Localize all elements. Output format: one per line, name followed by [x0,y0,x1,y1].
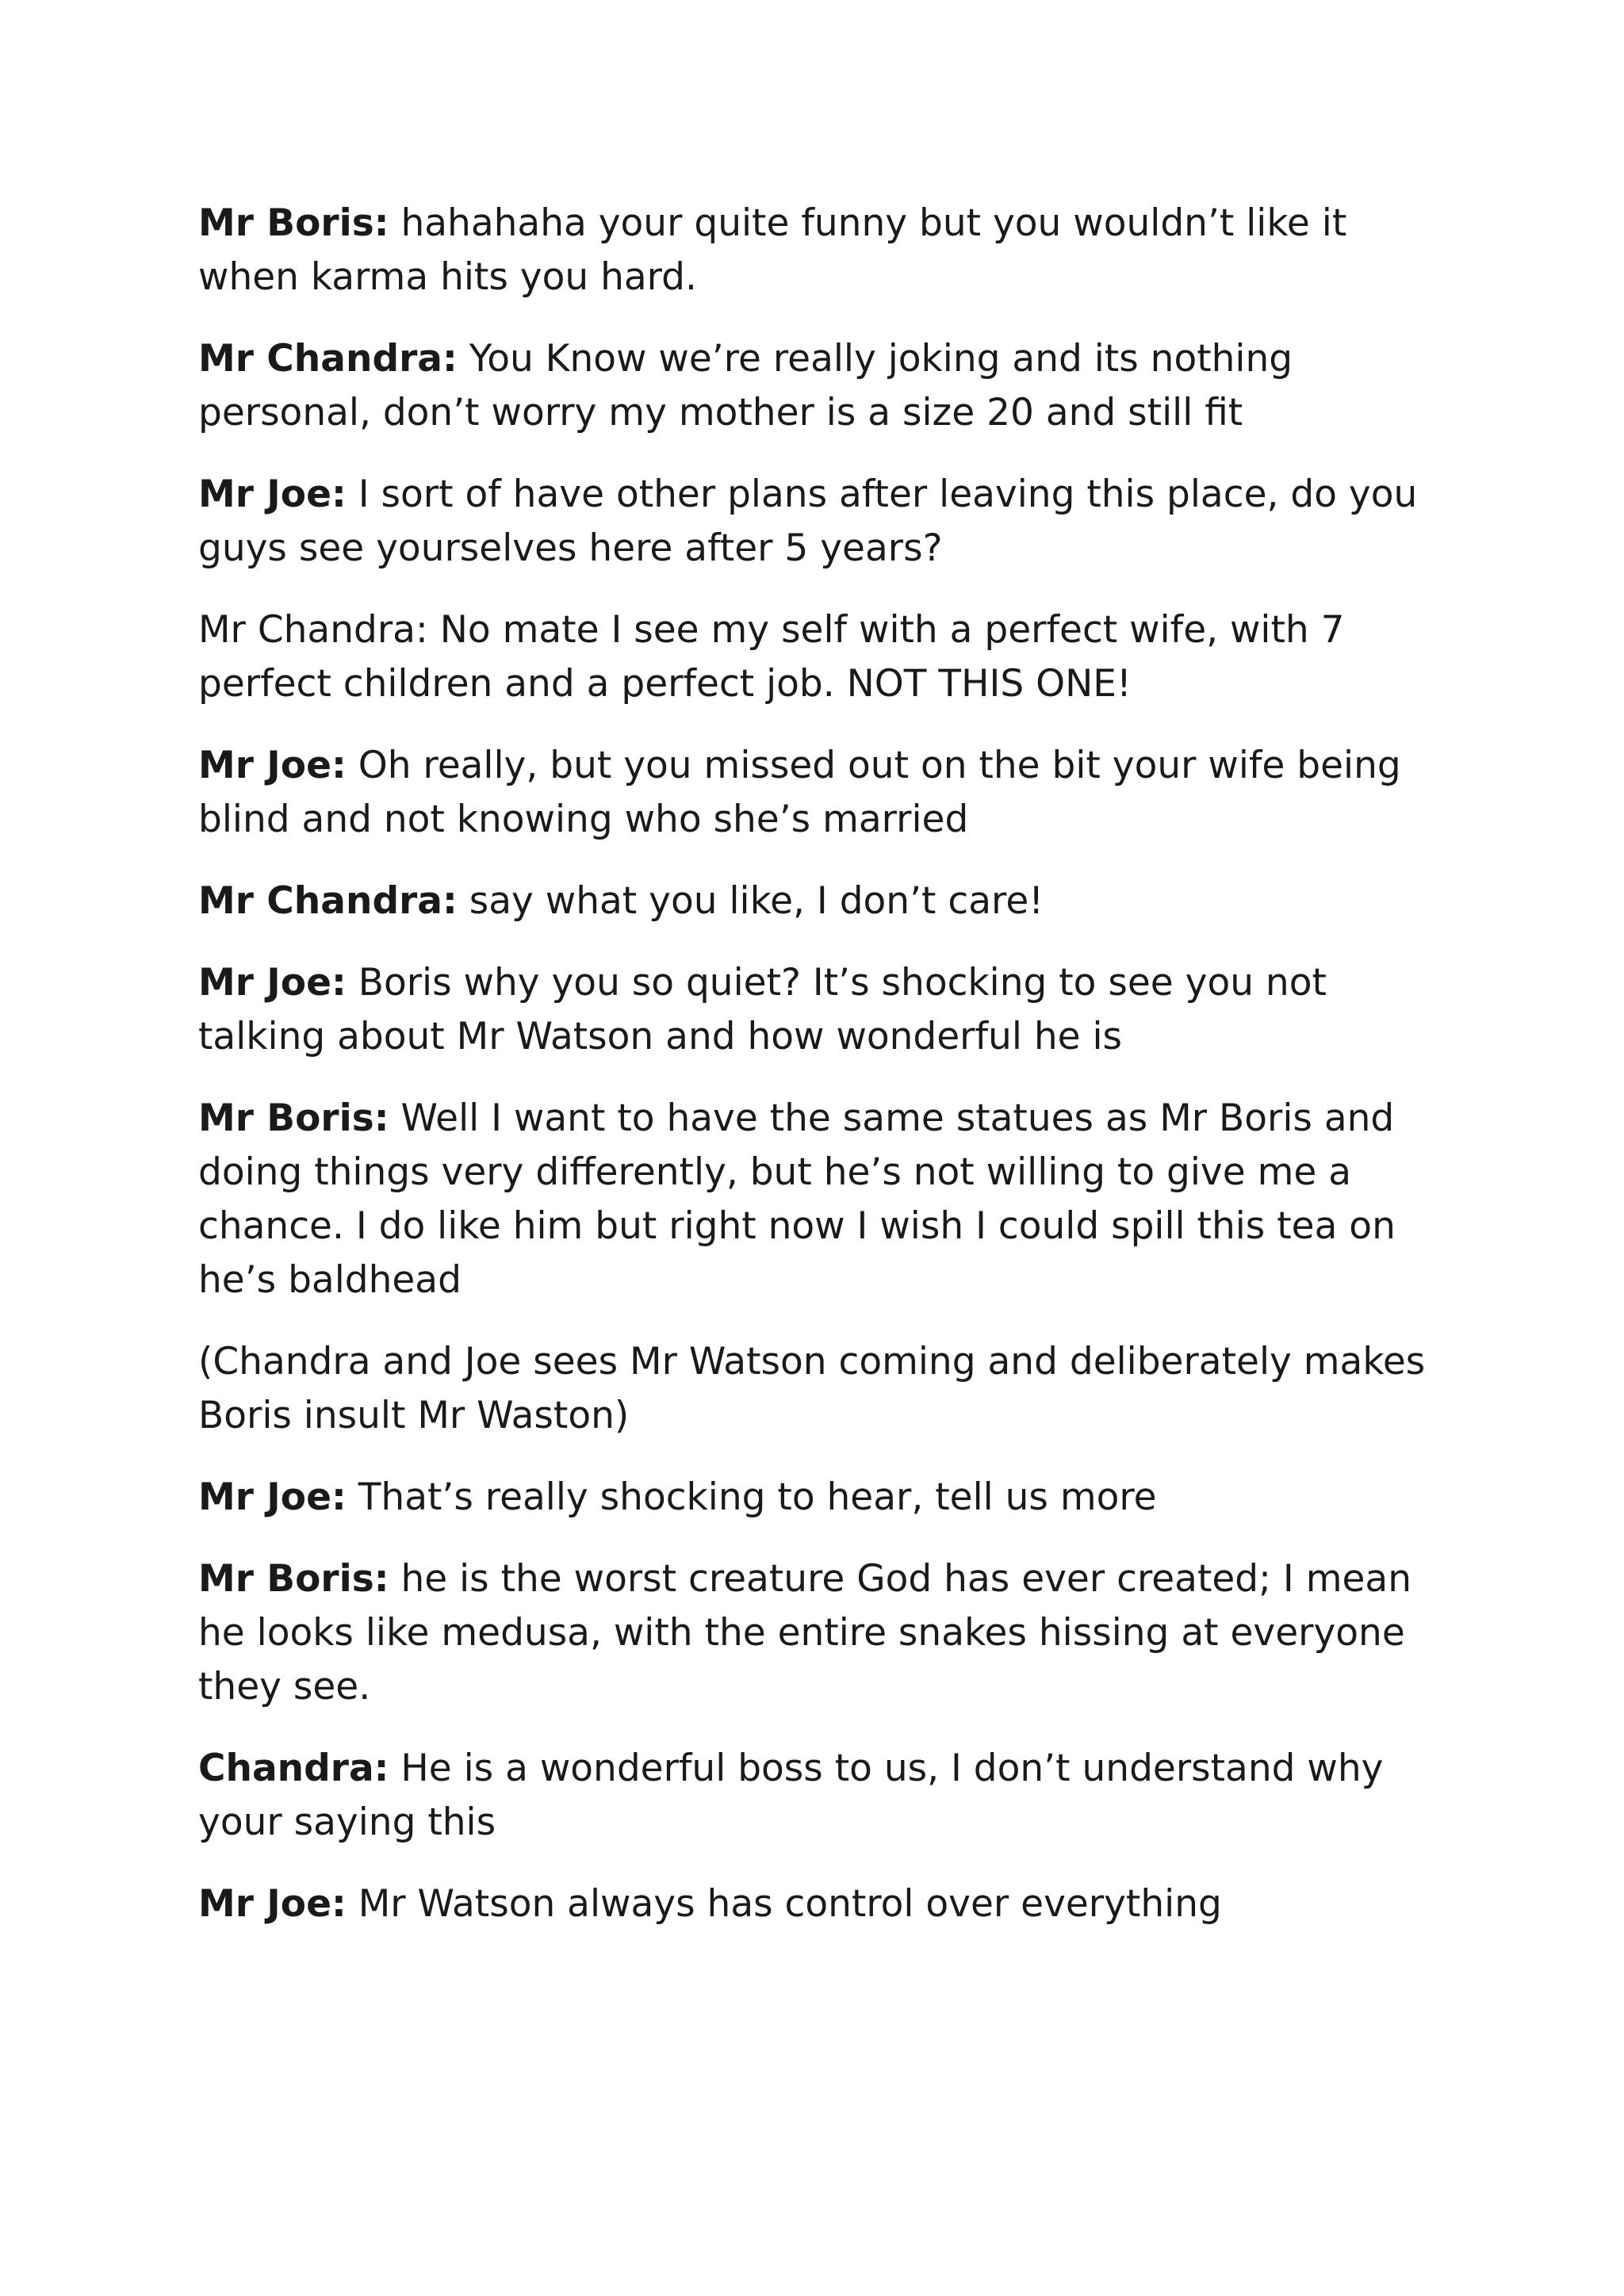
dialogue-text: He is a wonderful boss to us, I don’t understand why your saying this [198,1747,1384,1844]
dialogue-text: Oh really, but you missed out on the bit your wife being blind and not knowing who she’s married [198,744,1401,841]
speaker-name: Mr Joe: [198,961,347,1004]
dialogue-line [198,1877,1451,1931]
dialogue-text: say what you like, I don’t care! [457,879,1044,923]
speaker-name: Mr Chandra: [198,879,458,923]
dialogue-text: hahahaha your quite funny but you wouldn’t like it when karma hits you hard. [198,201,1347,299]
dialogue-text: That’s really shocking to hear, tell us more [346,1475,1157,1519]
dialogue-line [198,956,1451,1064]
dialogue-text: Boris why you so quiet? It’s shocking to see you not talking about Mr Watson and how wonderful he is [198,961,1327,1058]
script-dialogue [198,197,1451,1959]
speaker-name: Mr Boris: [198,1557,389,1601]
dialogue-line [198,1552,1451,1714]
dialogue-line [198,603,1451,711]
dialogue-text: Mr Chandra: No mate I see my self with a perfect wife, with 7 perfect children and a perfect job. NOT THIS ONE! [198,608,1345,706]
speaker-name: Mr Boris: [198,201,389,245]
dialogue-text: Well I want to have the same statues as Mr Boris and doing things very differently, but he’s not willing to give me a chance. I do like him but right now I wish I could spill this tea on he’s baldhead [198,1096,1396,1302]
dialogue-line [198,468,1451,576]
speaker-name: Mr Boris: [198,1096,389,1140]
dialogue-line [198,332,1451,440]
stage-direction [198,1335,1451,1443]
speaker-name: Mr Joe: [198,1475,347,1519]
dialogue-line [198,874,1451,928]
dialogue-text: Mr Watson always has control over everything [346,1882,1222,1926]
dialogue-text: I sort of have other plans after leaving this place, do you guys see yourselves here after 5 years? [198,473,1418,570]
dialogue-line [198,1092,1451,1307]
dialogue-line [198,1742,1451,1850]
speaker-name: Mr Chandra: [198,337,458,381]
dialogue-text: You Know we’re really joking and its nothing personal, don’t worry my mother is a size 20 and still fit [198,337,1293,434]
dialogue-text: he is the worst creature God has ever created; I mean he looks like medusa, with the entire snakes hissing at everyone they see. [198,1557,1411,1709]
speaker-name: Mr Joe: [198,744,347,787]
dialogue-line [198,197,1451,304]
speaker-name: Chandra: [198,1747,389,1790]
speaker-name: Mr Joe: [198,473,347,516]
dialogue-line [198,739,1451,847]
dialogue-line [198,1471,1451,1525]
dialogue-text: (Chandra and Joe sees Mr Watson coming and deliberately makes Boris insult Mr Waston) [198,1340,1426,1437]
speaker-name: Mr Joe: [198,1882,347,1926]
